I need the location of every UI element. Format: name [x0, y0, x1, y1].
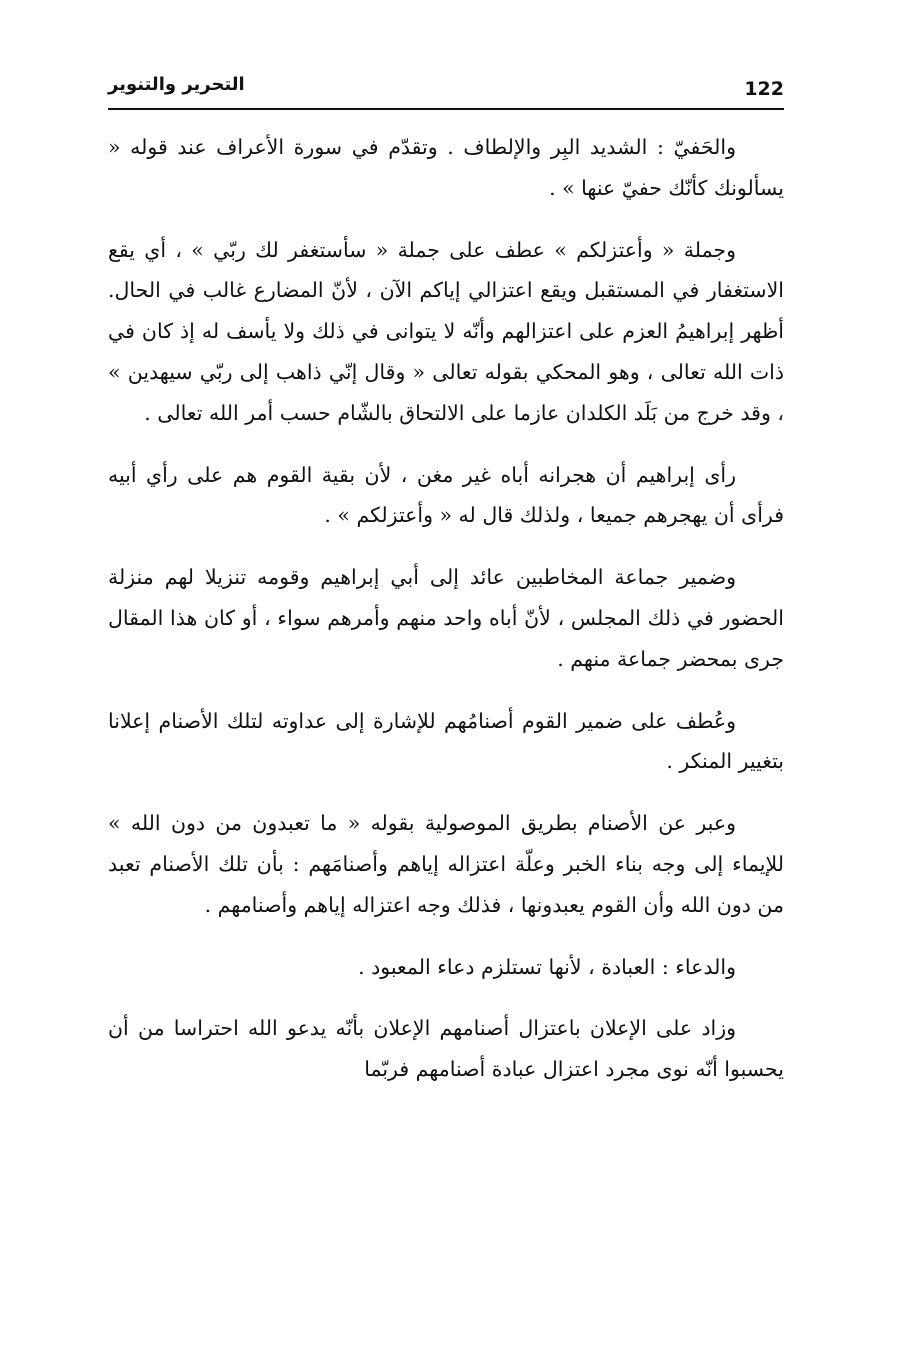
page-number: 122 [744, 78, 784, 100]
paragraph-3: رأى إبراهيم أن هجرانه أباه غير مغن ، لأن بقية القوم هم على رأي أبيه فرأى أن يهجرهم جميعا ، ولذلك قال له « وأعتزلكم » . [108, 462, 784, 528]
body-text [108, 127, 784, 1111]
paragraph-8: وزاد على الإعلان باعتزال أصنامهم الإعلان بأنّه يدعو الله احتراسا من أن يحسبوا أنّه نوى مجرد اعتزال عبادة أصنامهم فربّما [108, 1016, 784, 1082]
paragraph-5: وعُطف على ضمير القوم أصنامُهم للإشارة إلى عداوته لتلك الأصنام إعلانا بتغيير المنكر . [108, 708, 784, 774]
paragraph-7: والدعاء : العبادة ، لأنها تستلزم دعاء المعبود . [358, 954, 736, 979]
paragraph-6: وعبر عن الأصنام بطريق الموصولية بقوله « ما تعبدون من دون الله » للإيماء إلى وجه بناء الخبر وعلّة اعتزاله إياهم وأصنامَهم : بأن تلك الأصنام تعبد من دون الله وأن القوم يعبدونها ، فذلك وجه اعتزاله إياهم وأصنامهم . [108, 811, 784, 917]
paragraph-4: وضمير جماعة المخاطبين عائد إلى أبي إبراهيم وقومه تنزيلا لهم منزلة الحضور في ذلك المجلس ، لأنّ أباه واحد منهم وأمرهم سواء ، أو كان هذا المقال جرى بمحضر جماعة منهم . [108, 565, 784, 671]
book-title: التحرير والتنوير [108, 74, 245, 95]
paragraph-2: وجملة « وأعتزلكم » عطف على جملة « سأستغفر لك ربّي » ، أي يقع الاستغفار في المستقبل ويقع اعتزالي إياكم الآن ، لأنّ المضارع غالب في الحال. أظهر إبراهيمُ العزم على اعتزالهم وأنّه لا يتوانى في ذلك ولا يأسف له إذ كان في ذات الله تعالى ، وهو المحكي بقوله تعالى « وقال إنّي ذاهب إلى ربّي سيهدين » ، وقد خرج من بَلَد الكلدان عازما على الالتحاق بالشّام حسب أمر الله تعالى . [108, 237, 784, 425]
running-head [108, 74, 784, 108]
paragraph-1: والحَفيّ : الشديد البِر والإلطاف . وتقدّم في سورة الأعراف عند قوله « يسألونك كأنّك حفيّ عنها » . [108, 135, 784, 200]
header-rule [108, 108, 784, 110]
